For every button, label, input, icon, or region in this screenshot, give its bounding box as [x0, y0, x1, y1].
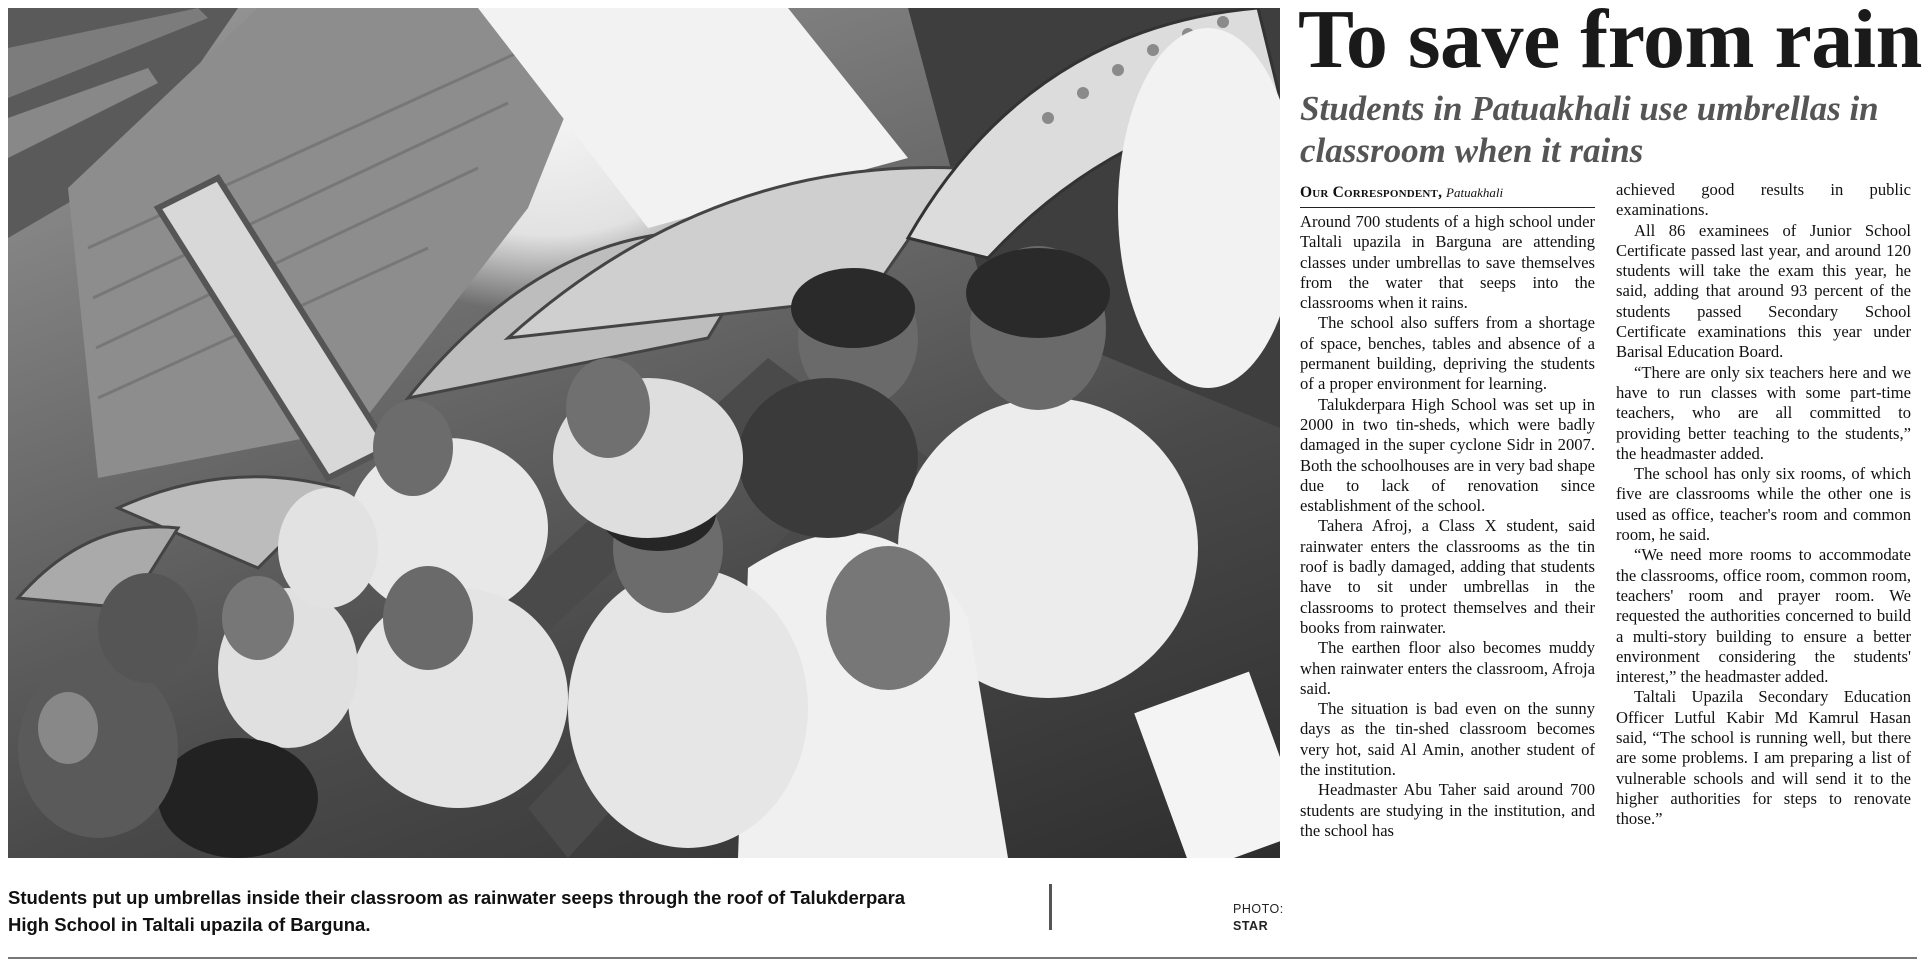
paragraph: Headmaster Abu Taher said around 700 students are studying in the institution, and the school has — [1300, 780, 1595, 840]
byline-location: Patuakhali — [1446, 185, 1504, 200]
paragraph: Tahera Afroj, a Class X student, said rainwater enters the classrooms as the tin roof is badly damaged, adding that students have to sit under umbrellas in the classrooms to protect themselves and their books from rainwater. — [1300, 516, 1595, 637]
paragraph: “We need more rooms to accommodate the classrooms, office room, common room, teachers' room and prayer room. We requested the authorities concerned to build a multi-story building to ensure a better environment considering the students' interest,” the headmaster added. — [1616, 545, 1911, 687]
photo-credit-source: STAR — [1233, 919, 1269, 933]
article-column-2 — [1616, 180, 1911, 830]
paragraph: The situation is bad even on the sunny days as the tin-shed classroom becomes very hot, said Al Amin, another student of the institution. — [1300, 699, 1595, 780]
paragraph: Around 700 students of a high school under Taltali upazila in Barguna are attending classes under umbrellas to save themselves from the water that seeps into the classrooms when it rains. — [1300, 212, 1595, 313]
photo-caption: Students put up umbrellas inside their classroom as rainwater seeps through the roof of Talukderpara High School in Taltali upazila of Barguna. — [8, 887, 906, 935]
byline-correspondent: Our Correspondent, — [1300, 184, 1443, 201]
paragraph: “There are only six teachers here and we have to run classes with some part-time teachers, who are all committed to providing better teaching to the students,” the headmaster added. — [1616, 362, 1911, 463]
paragraph: The school also suffers from a shortage of space, benches, tables and absence of a permanent building, depriving the students of a proper environment for learning. — [1300, 313, 1595, 394]
caption-divider — [1049, 884, 1052, 930]
byline — [1300, 183, 1595, 208]
paragraph: Taltali Upazila Secondary Education Officer Lutful Kabir Md Kamrul Hasan said, “The school is running well, but there are some problems. I am preparing a list of vulnerable schools and will send it to the higher authorities for steps to renovate those.” — [1616, 687, 1911, 829]
paragraph: achieved good results in public examinations. — [1616, 180, 1911, 220]
article-subheadline: Students in Patuakhali use umbrellas in classroom when it rains — [1300, 89, 1879, 170]
article-column-1 — [1300, 180, 1595, 841]
photo-credit-label: PHOTO: — [1233, 902, 1284, 916]
paragraph: The school has only six rooms, of which five are classrooms while the other one is used as office, teacher's room and common room, he said. — [1616, 464, 1911, 545]
news-photo — [8, 8, 1280, 858]
classroom-umbrellas-illustration — [8, 8, 1280, 858]
paragraph: The earthen floor also becomes muddy when rainwater enters the classroom, Afroja said. — [1300, 638, 1595, 698]
bottom-rule — [8, 957, 1917, 959]
photo-credit — [1233, 901, 1284, 935]
article-headline: To save from rain — [1298, 0, 1922, 86]
paragraph: All 86 examinees of Junior School Certificate passed last year, and around 120 students will take the exam this year, he said, adding that around 93 percent of the students passed Secondary School Certificate examinations this year under Barisal Education Board. — [1616, 220, 1911, 362]
paragraph: Talukderpara High School was set up in 2000 in two tin-sheds, which were badly damaged in the super cyclone Sidr in 2007. Both the schoolhouses are in very bad shape due to lack of renovation since establishment of the school. — [1300, 394, 1595, 516]
